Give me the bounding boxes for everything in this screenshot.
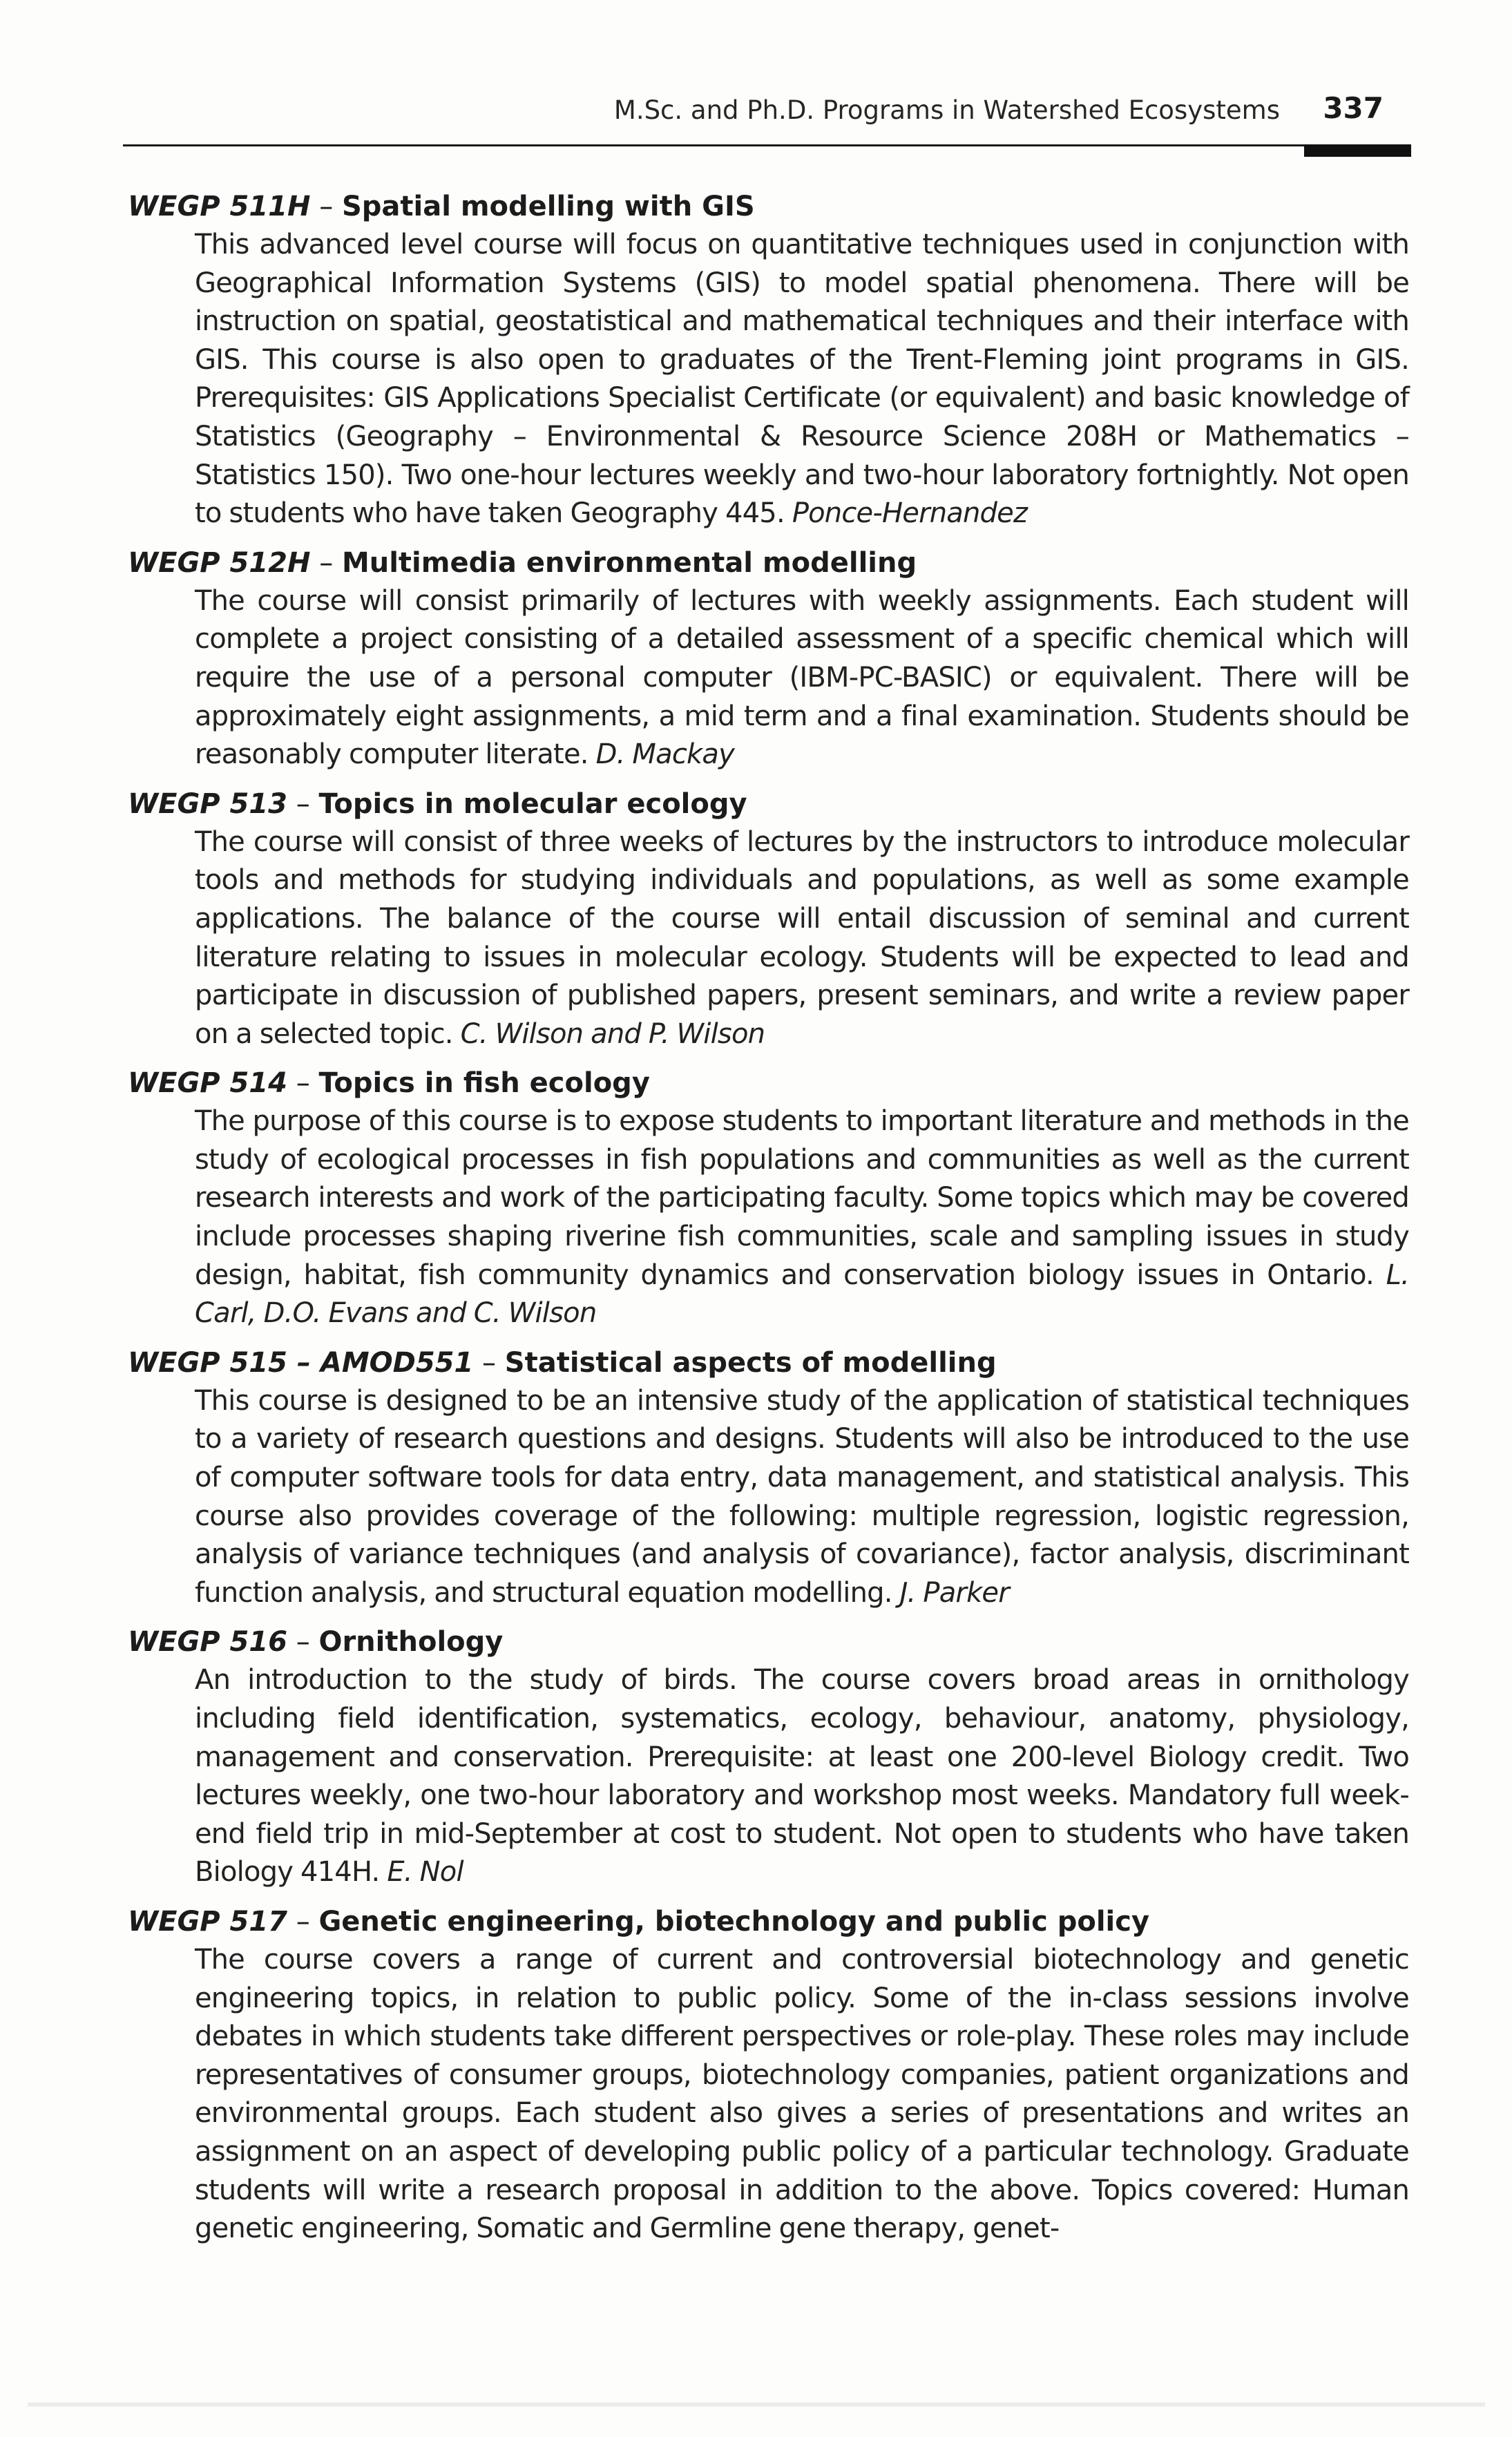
course-description <box>195 1661 1409 1892</box>
course-dash: – <box>473 1346 505 1379</box>
course-description <box>195 1382 1409 1613</box>
running-header <box>123 90 1411 138</box>
course-code: WEGP 514 <box>128 1067 288 1100</box>
course-entry <box>128 1903 1409 2248</box>
page-bottom-edge <box>28 2402 1485 2407</box>
course-title: Ornithology <box>318 1626 504 1659</box>
course-dash: – <box>287 1905 319 1938</box>
course-code: WEGP 516 <box>128 1626 288 1659</box>
course-description-text: The course will consist primarily of lectures with weekly assignments. Each student will complete a project consisting of a detailed assessment of a specific chemical which will require the use of a personal computer (IBM-PC-BASIC) or equivalent. There will be approximately eight assignments, a mid term and a final examination. Students should be reasonably computer literate. <box>195 584 1409 771</box>
course-instructor: E. Nol <box>387 1856 463 1889</box>
course-description-text: An introduction to the study of birds. The course covers broad areas in ornithology including field identification, systematics, ecology, behaviour, anatomy, physiology, management and conservation. Prerequisite: at least one 200-level Biology credit. Two lectures weekly, one two-hour laboratory and workshop most weeks. Mandatory full week-end field trip in mid-September at cost to student. Not open to students who have taken Biology 414H. <box>195 1664 1409 1889</box>
course-title: Topics in molecular ecology <box>318 787 747 820</box>
course-heading <box>128 1623 1409 1661</box>
course-code: WEGP 517 <box>128 1905 288 1938</box>
course-title: Multimedia environmental modelling <box>341 546 917 579</box>
course-heading <box>128 1903 1409 1941</box>
course-description-text: The purpose of this course is to expose students to important literature and methods in the study of ecological processes in fish populations and communities as well as the current research interests and work of the participating faculty. Some topics which may be covered include processes shaping riverine fish communities, scale and sampling issues in study design, habitat, fish community dynamics and conservation biology issues in Ontario. <box>195 1105 1409 1291</box>
course-dash: – <box>310 191 342 222</box>
course-description-text: This course is designed to be an intensive study of the application of statistical techniques to a variety of research questions and designs. Students will also be introduced to the use of computer software tools for data entry, data management, and statistical analysis. This course also provides coverage of the following: multiple regression, logistic regression, analysis of variance techniques (and analysis of covariance), factor analysis, discriminant function analysis, and structural equation modelling. <box>195 1384 1409 1609</box>
page-number: 337 <box>1323 91 1384 125</box>
course-code: WEGP 512H <box>128 546 311 579</box>
course-description-text: This advanced level course will focus on quantitative techniques used in conjunction with Geographical Information Systems (GIS) to model spatial phenomena. There will be instruction on spatial, geostatistical and mathematical techniques and their interface with GIS. This course is also open to graduates of the Trent-Fleming joint programs in GIS. Prerequisites: GIS Applications Specialist Certificate (or equivalent) and basic knowledge of Statistics (Geography – Environmental & Resource Science 208H or Mathematics – Statistics 150). Two one-hour lectures weekly and two-hour laboratory fortnightly. Not open to students who have taken Geography 445. <box>195 229 1409 530</box>
course-instructor: Ponce-Hernandez <box>792 497 1028 530</box>
course-dash: – <box>287 1067 319 1100</box>
course-entry <box>128 544 1409 774</box>
course-instructor: C. Wilson and P. Wilson <box>460 1017 765 1050</box>
course-code: WEGP 511H <box>128 191 311 222</box>
course-description-text: The course will consist of three weeks of lectures by the instructors to introduce molecular tools and methods for studying individuals and populations, as well as some example applications. The balance of the course will entail discussion of seminal and current literature relating to issues in molecular ecology. Students will be expected to lead and participate in discussion of published papers, present seminars, and write a review paper on a selected topic. <box>195 825 1409 1050</box>
course-description <box>195 823 1409 1054</box>
course-entry <box>128 1344 1409 1613</box>
course-title: Genetic engineering, biotechnology and public policy <box>318 1905 1150 1938</box>
course-dash: – <box>287 1626 319 1659</box>
course-heading <box>128 785 1409 823</box>
course-entry <box>128 1064 1409 1333</box>
course-title: Spatial modelling with GIS <box>341 191 755 222</box>
course-code: WEGP 513 <box>128 787 288 820</box>
course-list <box>128 188 1409 2259</box>
course-description <box>195 1941 1409 2248</box>
course-entry <box>128 785 1409 1054</box>
course-description <box>195 226 1409 533</box>
course-dash: – <box>287 787 319 820</box>
course-entry <box>128 1623 1409 1892</box>
course-code: WEGP 515 – AMOD551 <box>128 1346 474 1379</box>
course-description <box>195 582 1409 774</box>
course-title: Topics in fish ecology <box>318 1067 650 1100</box>
course-entry <box>128 188 1409 533</box>
course-heading <box>128 544 1409 582</box>
course-instructor: D. Mackay <box>595 738 734 771</box>
course-dash: – <box>310 546 342 579</box>
course-description <box>195 1102 1409 1333</box>
course-instructor: J. Parker <box>899 1576 1009 1609</box>
course-instructor: L. Carl, D.O. Evans and C. Wilson <box>195 1259 1410 1330</box>
course-description-text: The course covers a range of current and controversial biotechnology and genetic engineering topics, in relation to public policy. Some of the in-class sessions involve debates in which students take different perspectives or role-play. These roles may include representatives of consumer groups, biotechnology companies, patient organizations and environmental groups. Each student also gives a series of presentations and writes an assignment on an aspect of developing public policy of a particular technology. Graduate students will write a research proposal in addition to the above. Topics covered: Human genetic engineering, Somatic and Germline gene therapy, genet- <box>195 1943 1409 2245</box>
header-rule-bar <box>1304 144 1411 157</box>
header-rule <box>123 144 1411 146</box>
running-title: M.Sc. and Ph.D. Programs in Watershed Ecosystems <box>613 95 1280 125</box>
course-heading <box>128 188 1409 226</box>
course-heading <box>128 1064 1409 1102</box>
course-heading <box>128 1344 1409 1382</box>
course-title: Statistical aspects of modelling <box>504 1346 997 1379</box>
